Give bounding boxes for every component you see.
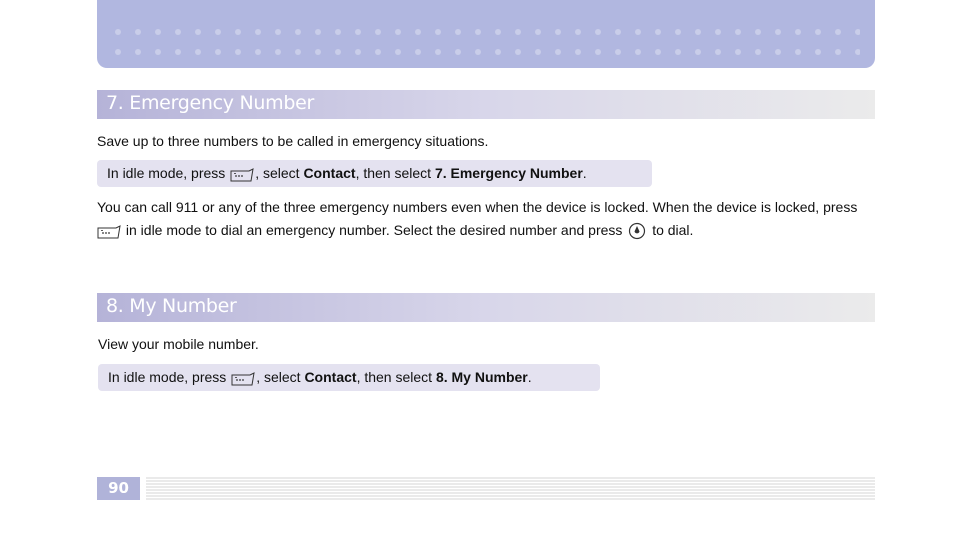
instruction-box	[98, 364, 600, 391]
menu-softkey-icon	[97, 225, 121, 239]
dot-pattern	[115, 28, 860, 58]
instruction-text: , then select	[355, 165, 432, 181]
instruction-box	[97, 160, 652, 187]
menu-softkey-icon	[231, 372, 255, 386]
footer-rule-lines	[146, 477, 875, 500]
menu-name-emergency-number: 7. Emergency Number	[434, 165, 583, 181]
body-text: You can call 911 or any of the three emergency numbers even when the device is locked. When the device is locked, press	[97, 199, 858, 215]
page-number: 90	[97, 477, 140, 500]
menu-name-contact: Contact	[304, 369, 357, 385]
menu-name-my-number: 8. My Number	[435, 369, 528, 385]
section-title: 8. My Number	[106, 295, 237, 317]
instruction-text: In idle mode, press	[107, 165, 226, 181]
instruction-text: , select	[256, 369, 301, 385]
body-text: in idle mode to dial an emergency number. Select the desired number and press	[125, 222, 623, 238]
dial-key-icon	[628, 222, 646, 240]
section-header-my-number	[97, 293, 875, 322]
section-title: 7. Emergency Number	[106, 92, 314, 114]
section-header-emergency-number	[97, 90, 875, 119]
menu-name-contact: Contact	[303, 165, 356, 181]
instruction-text: .	[582, 165, 587, 181]
section-intro: View your mobile number.	[98, 336, 259, 352]
menu-softkey-icon	[230, 168, 254, 182]
instruction-text: , select	[255, 165, 300, 181]
section-body	[97, 196, 875, 242]
body-text: to dial.	[652, 222, 694, 238]
instruction-text: .	[527, 369, 532, 385]
instruction-text: In idle mode, press	[108, 369, 227, 385]
top-banner	[97, 0, 875, 68]
section-intro: Save up to three numbers to be called in emergency situations.	[97, 133, 489, 149]
instruction-text: , then select	[356, 369, 433, 385]
